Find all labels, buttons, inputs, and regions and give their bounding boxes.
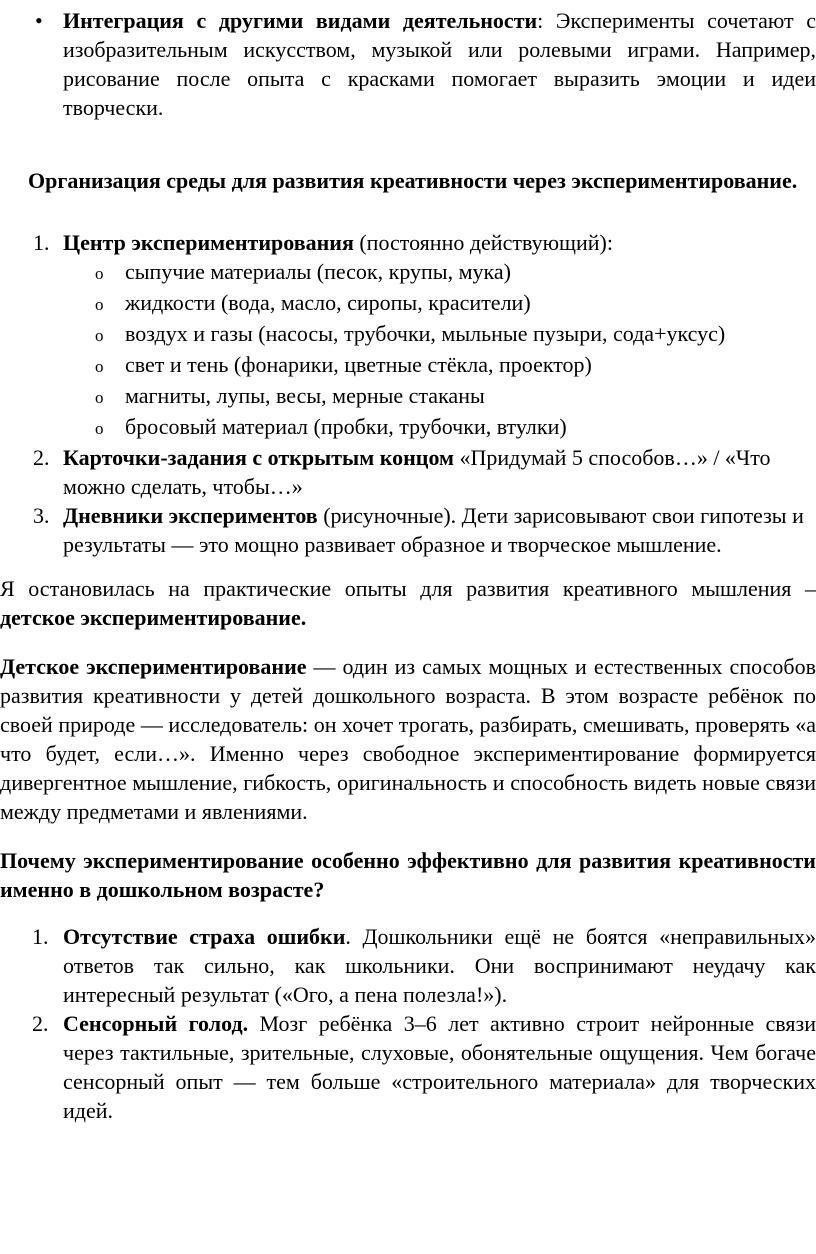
sub-bullet-marker: o bbox=[95, 388, 104, 407]
sublist-item bbox=[0, 350, 816, 381]
sublist-item-text: воздух и газы (насосы, трубочки, мыльные пузыри, сода+уксус) bbox=[125, 321, 726, 346]
list-item-text bbox=[63, 1009, 816, 1125]
list-item-text bbox=[63, 922, 816, 1009]
list-item-sensory bbox=[0, 1009, 816, 1125]
list-number: 2. bbox=[33, 445, 50, 470]
sublist-item-text: свет и тень (фонарики, цветные стёкла, проектор) bbox=[125, 352, 592, 377]
sublist-item-text: бросовый материал (пробки, трубочки, втулки) bbox=[125, 414, 567, 439]
sublist-item-text: жидкости (вода, масло, сиропы, красители) bbox=[125, 290, 531, 315]
list-item-text bbox=[63, 228, 816, 257]
list-item-no-fear bbox=[0, 922, 816, 1009]
list-number: 1. bbox=[33, 230, 50, 255]
paragraph-choice bbox=[0, 574, 816, 632]
text-run: (постоянно действующий): bbox=[353, 230, 613, 255]
list-number: 3. bbox=[33, 503, 50, 528]
bold-run: Карточки-задания с открытым концом bbox=[63, 445, 455, 470]
bullet-marker: • bbox=[35, 8, 43, 33]
list-item-diaries bbox=[0, 501, 816, 559]
bold-run: Сенсорный голод. bbox=[63, 1011, 249, 1036]
text-run: : Эксперименты сочетают с изобразительным искусством, музыкой или ролевыми играми. Например, рисование после опыта с красками помогает выразить эмоции и идеи творчески. bbox=[63, 8, 816, 120]
list-item-integration bbox=[0, 6, 816, 122]
paragraph-experimentation bbox=[0, 652, 816, 826]
sublist-item-text: магниты, лупы, весы, мерные стаканы bbox=[125, 383, 485, 408]
section-heading-why: Почему экспериментирование особенно эффективно для развития креативности именно в дошкольном возрасте? bbox=[0, 848, 816, 902]
section-heading-environment: Организация среды для развития креативности через экспериментирование. bbox=[28, 168, 798, 193]
text-run: . Дошкольники ещё не боятся «неправильных» ответов так сильно, как школьники. Они воспринимают неудачу как интересный результат («Ого, а пена полезла!»). bbox=[63, 924, 816, 1007]
materials-sublist bbox=[0, 257, 816, 443]
list-item-text bbox=[63, 6, 816, 122]
sub-bullet-marker: o bbox=[95, 419, 104, 438]
bold-run: Отсутствие страха ошибки bbox=[63, 924, 346, 949]
list-item-center bbox=[0, 228, 816, 257]
bold-run: Детское экспериментирование bbox=[0, 654, 307, 679]
sublist-item bbox=[0, 381, 816, 412]
environment-list bbox=[0, 228, 816, 559]
text-run: — один из самых мощных и естественных способов развития креативности у детей дошкольного возраста. В этом возрасте ребёнок по своей природе — исследователь: он хочет трогать, разбирать, смешивать, проверять «а что будет, если…». Именно через свободное экспериментирование формируется дивергентное мышление, гибкость, оригинальность и способность видеть новые связи между предметами и явлениями. bbox=[0, 654, 816, 824]
bold-run: детское экспериментирование. bbox=[0, 605, 307, 630]
list-item-text bbox=[63, 443, 816, 501]
sublist-item bbox=[0, 257, 816, 288]
list-item-cards bbox=[0, 443, 816, 501]
sublist-item-text: сыпучие материалы (песок, крупы, мука) bbox=[125, 259, 511, 284]
bold-run: Центр экспериментирования bbox=[63, 230, 354, 255]
text-run: Мозг ребёнка 3–6 лет активно строит нейронные связи через тактильные, зрительные, слуховые, обонятельные ощущения. Чем богаче сенсорный опыт — тем больше «строительного материала» для творческих идей. bbox=[63, 1011, 816, 1123]
text-run: (рисуночные). Дети зарисовывают свои гипотезы и результаты — это мощно развивает образное и творческое мышление. bbox=[63, 503, 804, 557]
text-run: Я остановилась на практические опыты для развития креативного мышления – bbox=[0, 576, 816, 601]
list-number: 1. bbox=[32, 924, 49, 949]
sublist-item bbox=[0, 412, 816, 443]
sublist-item bbox=[0, 319, 816, 350]
list-item-text bbox=[63, 501, 816, 559]
sub-bullet-marker: o bbox=[95, 326, 104, 345]
sub-bullet-marker: o bbox=[95, 264, 104, 283]
reasons-list bbox=[0, 922, 816, 1125]
sublist-item bbox=[0, 288, 816, 319]
sub-bullet-marker: o bbox=[95, 357, 104, 376]
list-number: 2. bbox=[32, 1011, 49, 1036]
bold-run: Дневники экспериментов bbox=[63, 503, 318, 528]
text-run: «Придумай 5 способов…» / «Что можно сделать, чтобы…» bbox=[63, 445, 771, 499]
bold-run: Интеграция с другими видами деятельности bbox=[63, 8, 538, 33]
sub-bullet-marker: o bbox=[95, 295, 104, 314]
